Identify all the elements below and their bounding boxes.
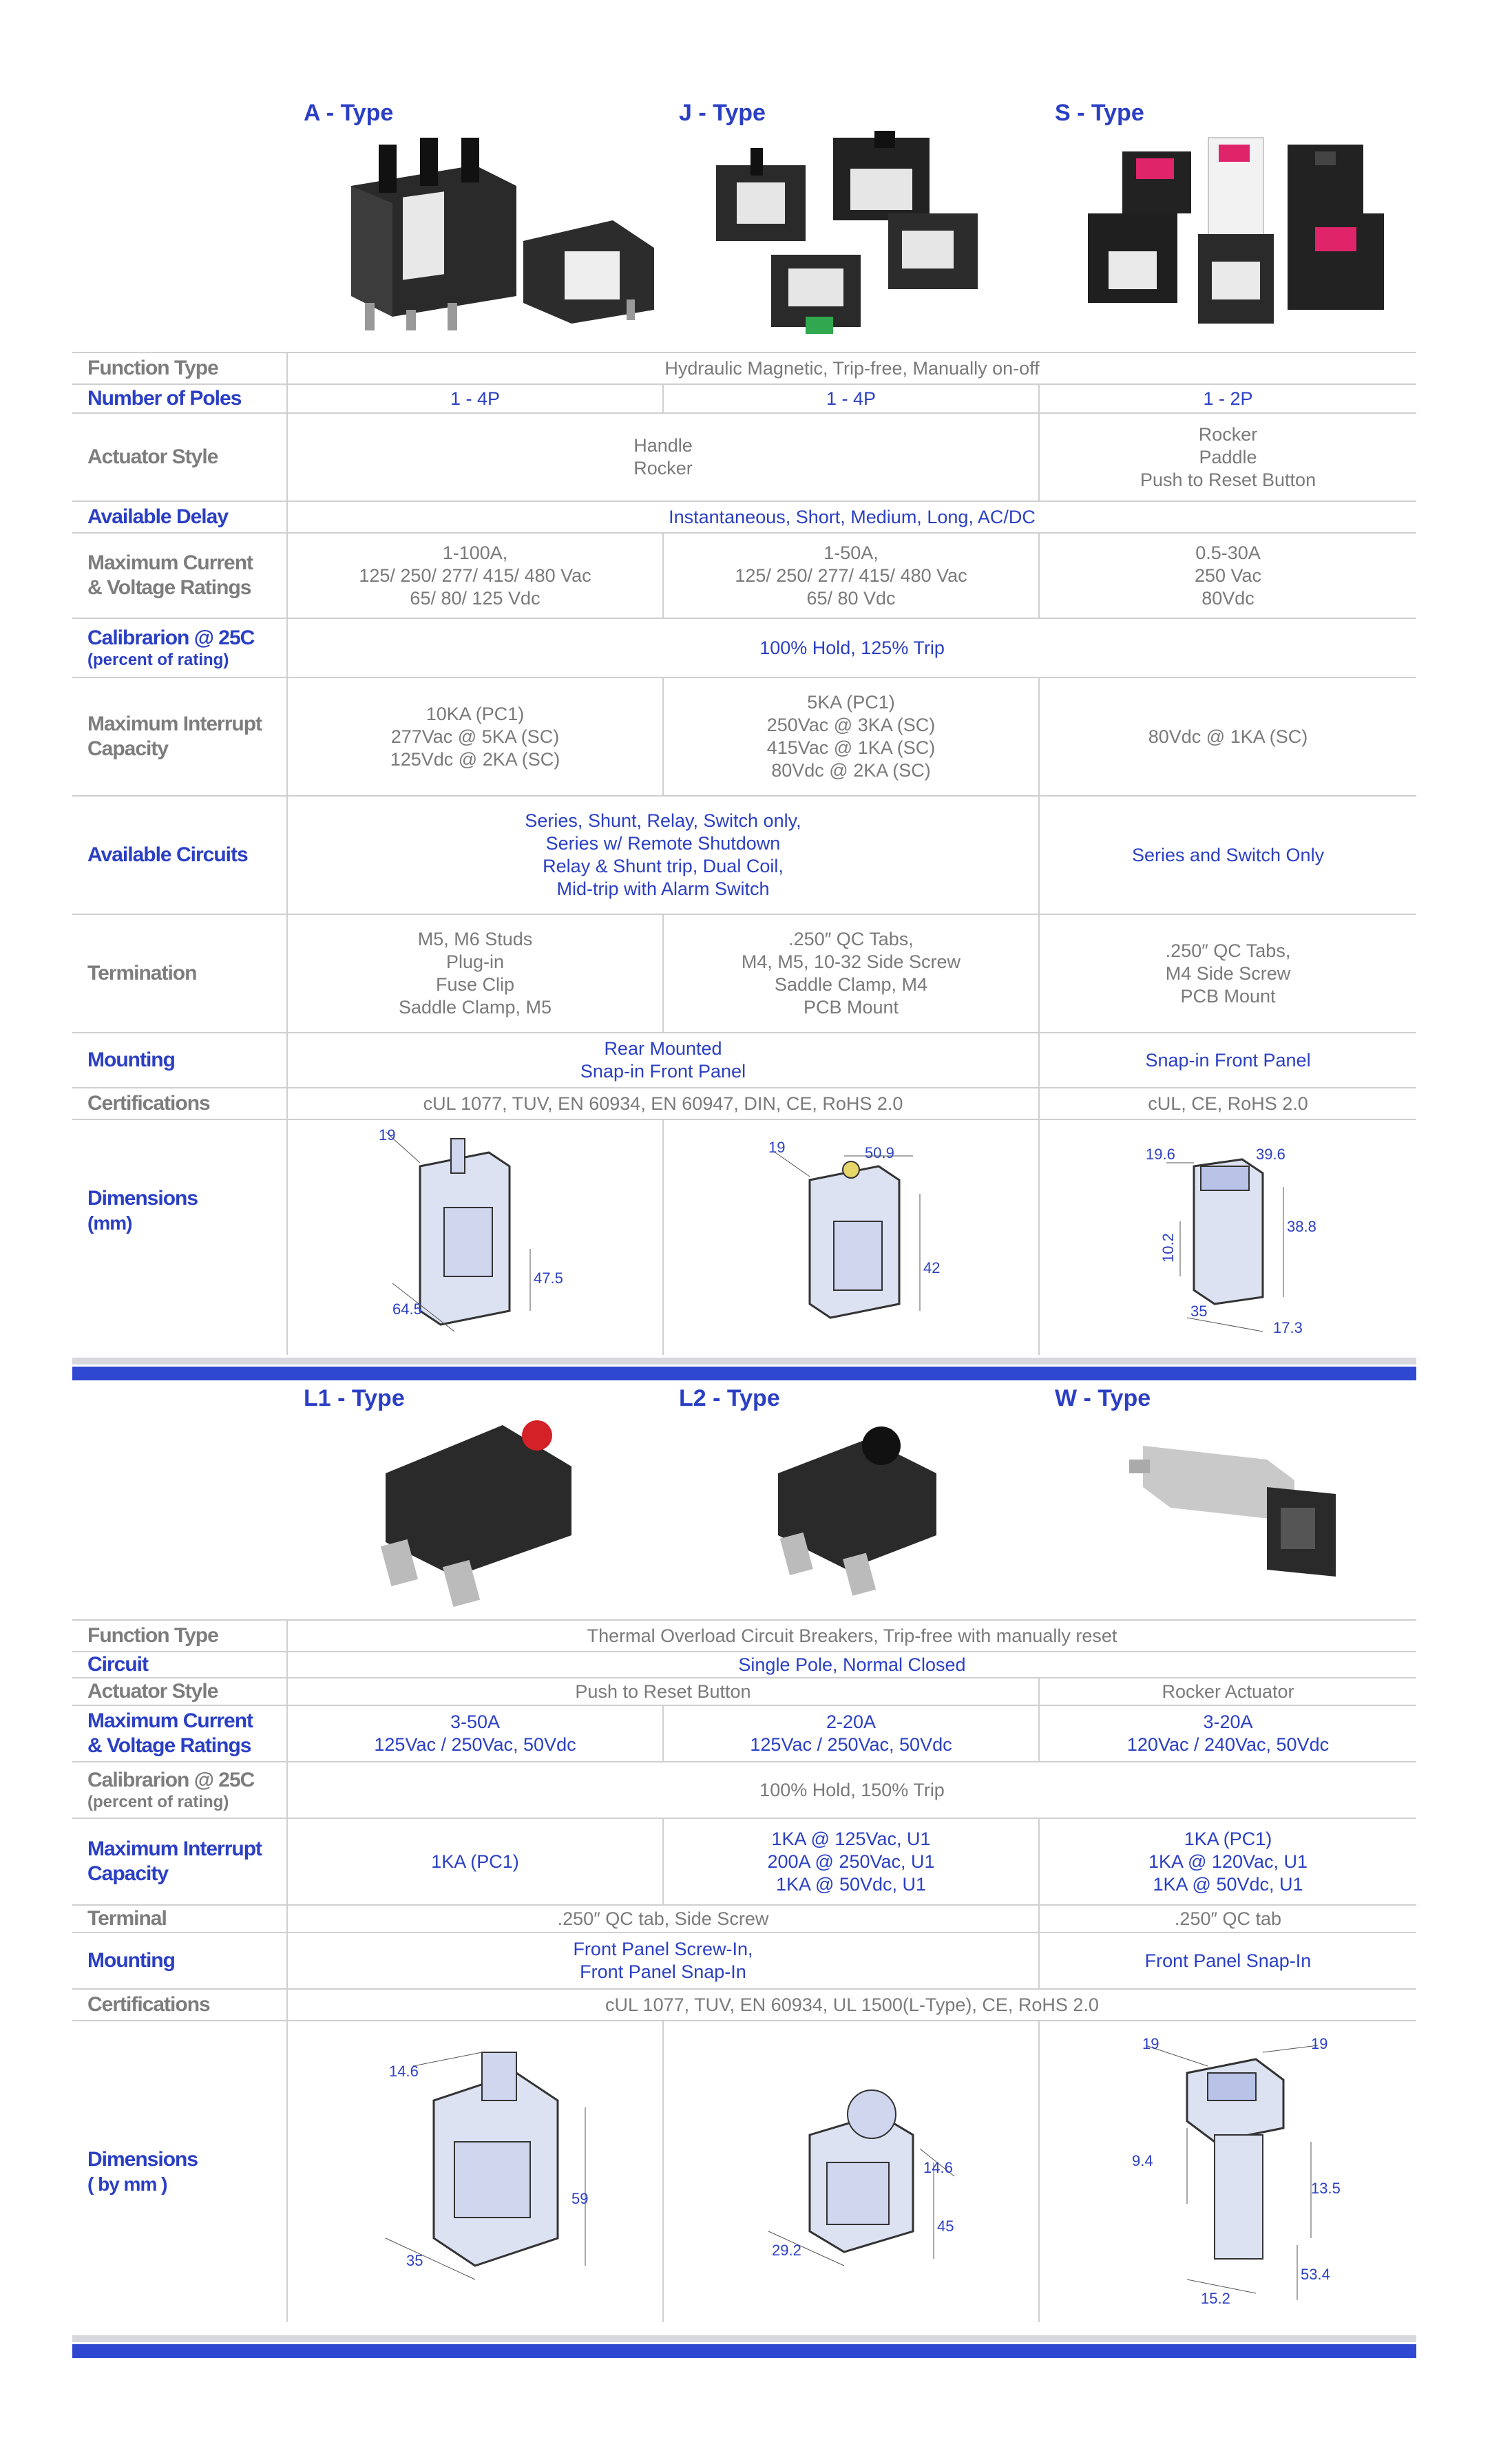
row-number-of-poles [72,384,1416,413]
a-type-photo [337,138,682,330]
dim-s-depth: 35 [1190,1302,1207,1320]
label2-max-interrupt: Maximum Interrupt Capacity [72,1818,287,1905]
dim-a-width: 19 [379,1126,396,1144]
dim-w-height2: 13.5 [1310,2179,1341,2197]
row-available-delay [72,501,1416,533]
row2-max-interrupt [72,1818,1416,1905]
row2-certifications [72,1989,1416,2021]
dim-j-width: 19 [768,1138,786,1156]
spec-table-thermal [72,1619,1416,2322]
label-calibration-main: Calibrarion @ 25C [87,626,255,649]
value-poles-j: 1 - 4P [663,384,1039,413]
row2-mounting [72,1933,1416,1989]
label-certifications: Certifications [72,1088,287,1119]
label-dimensions-main: Dimensions [87,1187,198,1210]
footer-divider-grey [72,2335,1416,2342]
value2-max-current-l2: 2-20A 125Vac / 250Vac, 50Vdc [663,1705,1039,1762]
row2-terminal [72,1905,1416,1933]
value2-certifications: cUL 1077, TUV, EN 60934, UL 1500(L-Type), CE, RoHS 2.0 [287,1989,1416,2021]
value-max-current-j: 1-50A, 125/ 250/ 277/ 415/ 480 Vac 65/ 80 Vdc [663,533,1039,618]
value-poles-a: 1 - 4P [287,384,663,413]
label-max-current: Maximum Current & Voltage Ratings [72,533,287,618]
value-circuits-aj: Series, Shunt, Relay, Switch only, Series w/ Remote Shutdown Relay & Shunt trip, Dual Coil, Mid-trip with Alarm Switch [287,796,1039,914]
l2-type-photo [764,1418,950,1611]
dimension-drawing-l2-cell [663,2021,1039,2322]
dim-w-depth2: 53.4 [1300,2265,1330,2283]
value-poles-s: 1 - 2P [1039,384,1416,413]
l2-type-header: L2 - Type [679,1385,780,1411]
dimension-drawing-s-cell [1039,1119,1416,1355]
label-number-of-poles: Number of Poles [72,384,287,413]
dim-w-width2: 19 [1310,2034,1327,2052]
dim-w-height: 9.4 [1131,2151,1153,2169]
label2-dimensions-main: Dimensions [87,2147,198,2171]
dim-w-depth: 15.2 [1200,2289,1230,2307]
row-actuator-style [72,413,1416,501]
dim-l2-height: 45 [937,2217,954,2235]
value2-mounting-l: Front Panel Screw-In, Front Panel Snap-In [287,1933,1039,1989]
w-type-photo [1129,1432,1350,1597]
row2-max-current [72,1705,1416,1762]
a-type-header: A - Type [304,100,394,126]
j-type-photo [709,131,998,337]
label-dimensions [72,1119,287,1355]
row-max-interrupt [72,677,1416,796]
value-certifications-aj: cUL 1077, TUV, EN 60934, EN 60947, DIN, CE, RoHS 2.0 [287,1088,1039,1119]
row2-function-type [72,1620,1416,1652]
label-available-delay: Available Delay [72,501,287,533]
label2-calibration-main: Calibrarion @ 25C [87,1769,255,1791]
value-actuator-s: Rocker Paddle Push to Reset Button [1039,413,1416,501]
label-calibration-sub: (percent of rating) [87,651,229,669]
value2-terminal-w: .250″ QC tab [1039,1905,1416,1933]
value-calibration: 100% Hold, 125% Trip [287,618,1416,677]
dimension-drawing-w [1104,2025,1352,2314]
dim-s-width: 19.6 [1145,1145,1175,1163]
label-available-circuits: Available Circuits [72,796,287,914]
value2-interrupt-l2: 1KA @ 125Vac, U1 200A @ 250Vac, U1 1KA @ 50Vdc, U1 [663,1818,1039,1905]
label-calibration [72,618,287,677]
label-mounting: Mounting [72,1033,287,1088]
value-circuits-s: Series and Switch Only [1039,796,1416,914]
row-function-type [72,352,1416,384]
section-divider-blue [72,1367,1416,1380]
section-divider-grey [72,1358,1416,1365]
dim-j-height: 42 [923,1259,941,1276]
dim-a-depth: 64.5 [392,1300,422,1318]
value-interrupt-j: 5KA (PC1) 250Vac @ 3KA (SC) 415Vac @ 1KA (SC) 80Vdc @ 2KA (SC) [663,677,1039,796]
label2-terminal: Terminal [72,1905,287,1933]
value2-interrupt-w: 1KA (PC1) 1KA @ 120Vac, U1 1KA @ 50Vdc, U1 [1039,1818,1416,1905]
value-function-type: Hydraulic Magnetic, Trip-free, Manually on-off [287,352,1416,384]
label-max-interrupt: Maximum Interrupt Capacity [72,677,287,796]
value-mounting-s: Snap-in Front Panel [1039,1033,1416,1088]
dimension-drawing-a [372,1125,578,1345]
value2-mounting-w: Front Panel Snap-In [1039,1933,1416,1989]
row-available-circuits [72,796,1416,914]
value2-calibration: 100% Hold, 150% Trip [287,1762,1416,1818]
value-interrupt-a: 10KA (PC1) 277Vac @ 5KA (SC) 125Vdc @ 2KA (SC) [287,677,663,796]
label-dimensions-sub: (mm) [87,1212,132,1234]
dimension-drawing-l1-cell [287,2021,663,2322]
value-available-delay: Instantaneous, Short, Medium, Long, AC/DC [287,501,1416,533]
row2-dimensions [72,2021,1416,2322]
label2-function-type: Function Type [72,1620,287,1652]
dimension-drawing-w-cell [1039,2021,1416,2322]
value-actuator-aj: Handle Rocker [287,413,1039,501]
footer-divider-blue [72,2344,1416,2358]
dimension-drawing-l1 [351,2025,599,2314]
label2-calibration-sub: (percent of rating) [87,1793,229,1811]
dim-s-width2: 39.6 [1255,1145,1285,1163]
dim-l2-depth: 29.2 [772,2241,801,2259]
row-termination [72,914,1416,1033]
row-mounting [72,1033,1416,1088]
dim-l1-height: 59 [571,2189,589,2207]
s-type-photo [1081,131,1398,337]
value-mounting-aj: Rear Mounted Snap-in Front Panel [287,1033,1039,1088]
value-termination-a: M5, M6 Studs Plug-in Fuse Clip Saddle Clamp, M5 [287,914,663,1033]
dimension-drawing-s [1125,1125,1332,1345]
label2-circuit: Circuit [72,1652,287,1678]
row-dimensions [72,1119,1416,1355]
value-max-current-s: 0.5-30A 250 Vac 80Vdc [1039,533,1416,618]
label2-certifications: Certifications [72,1989,287,2021]
w-type-header: W - Type [1055,1385,1151,1411]
dimension-drawing-a-cell [287,1119,663,1355]
row2-calibration [72,1762,1416,1818]
s-type-header: S - Type [1055,100,1144,126]
dimension-drawing-j-cell [663,1119,1039,1355]
value2-function-type: Thermal Overload Circuit Breakers, Trip-free with manually reset [287,1620,1416,1652]
value2-circuit: Single Pole, Normal Closed [287,1652,1416,1678]
l1-type-header: L1 - Type [304,1385,405,1411]
dim-w-width: 19 [1142,2034,1159,2052]
value2-actuator-w: Rocker Actuator [1039,1678,1416,1705]
spec-table-hydraulic [72,352,1416,1355]
dim-l2-width: 14.6 [923,2158,953,2176]
value-certifications-s: cUL, CE, RoHS 2.0 [1039,1088,1416,1119]
dim-a-height: 47.5 [534,1269,563,1287]
label2-actuator: Actuator Style [72,1678,287,1705]
dim-l1-depth: 35 [406,2251,423,2269]
row-certifications [72,1088,1416,1119]
dimension-drawing-j [748,1125,954,1345]
value2-max-current-w: 3-20A 120Vac / 240Vac, 50Vdc [1039,1705,1416,1762]
label2-max-current: Maximum Current & Voltage Ratings [72,1705,287,1762]
label-function-type: Function Type [72,352,287,384]
value-termination-s: .250″ QC Tabs, M4 Side Screw PCB Mount [1039,914,1416,1033]
dim-s-height2: 10.2 [1159,1232,1177,1263]
row2-circuit [72,1652,1416,1678]
value2-max-current-l1: 3-50A 125Vac / 250Vac, 50Vdc [287,1705,663,1762]
value-max-current-a: 1-100A, 125/ 250/ 277/ 415/ 480 Vac 65/ 80/ 125 Vdc [287,533,663,618]
value-termination-j: .250″ QC Tabs, M4, M5, 10-32 Side Screw Saddle Clamp, M4 PCB Mount [663,914,1039,1033]
label2-dimensions-sub: ( by mm ) [87,2173,167,2195]
dim-s-height: 38.8 [1286,1217,1316,1235]
dim-j-top: 50.9 [865,1144,894,1161]
value-interrupt-s: 80Vdc @ 1KA (SC) [1039,677,1416,796]
row2-actuator [72,1678,1416,1705]
dimension-drawing-l2 [727,2025,975,2314]
row-calibration [72,618,1416,677]
label-actuator-style: Actuator Style [72,413,287,501]
dim-s-depth2: 17.3 [1272,1318,1303,1336]
l1-type-photo [372,1404,592,1611]
row-max-current [72,533,1416,618]
value2-actuator-l: Push to Reset Button [287,1678,1039,1705]
value2-interrupt-l1: 1KA (PC1) [287,1818,663,1905]
dim-l1-width: 14.6 [389,2062,419,2080]
j-type-header: J - Type [679,100,766,126]
label2-mounting: Mounting [72,1933,287,1989]
label-termination: Termination [72,914,287,1033]
value2-terminal-l: .250″ QC tab, Side Screw [287,1905,1039,1933]
label2-dimensions [72,2021,287,2322]
label2-calibration [72,1762,287,1818]
